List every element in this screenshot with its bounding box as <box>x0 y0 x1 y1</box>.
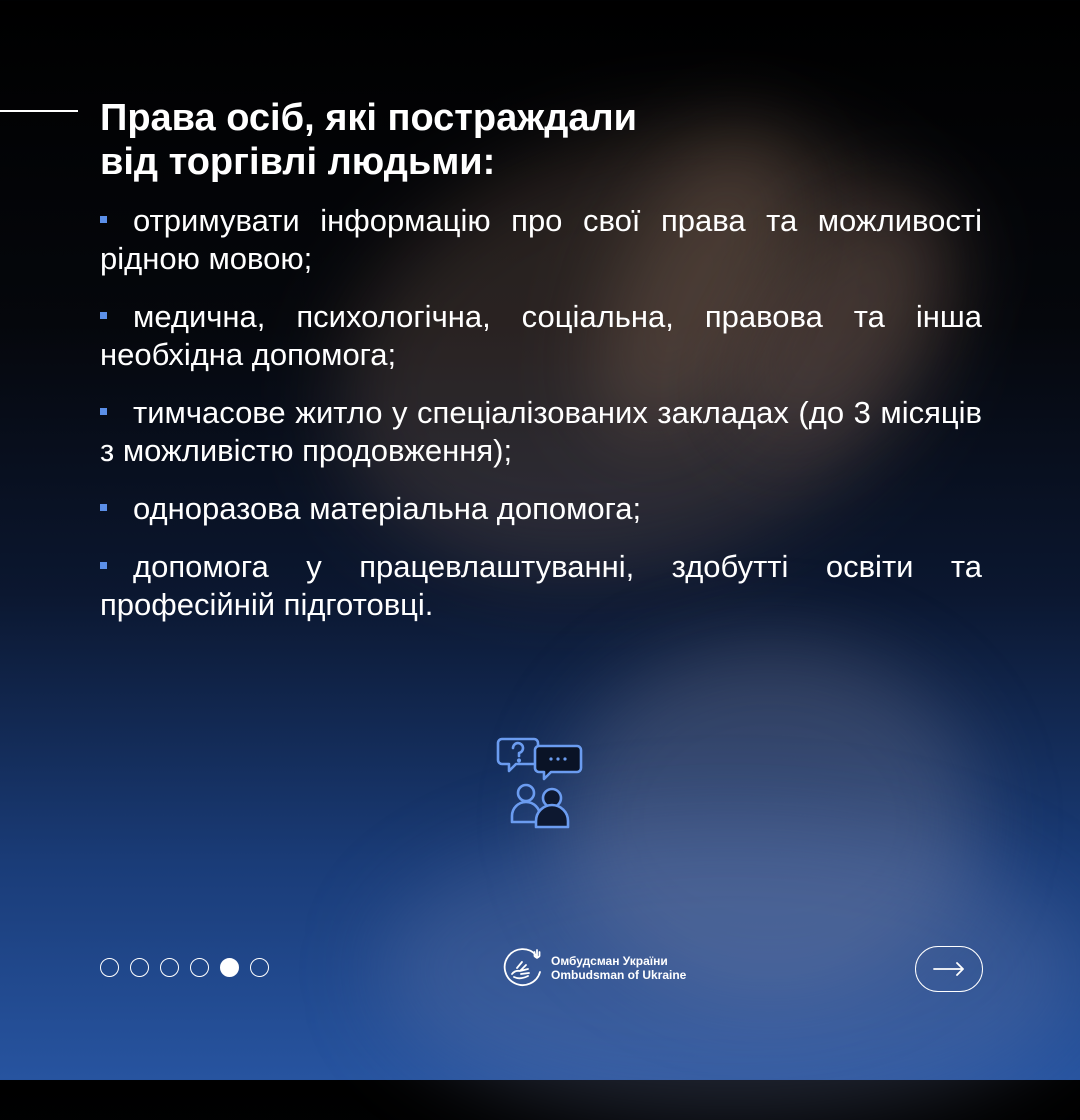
rights-list <box>100 202 982 644</box>
bullet-marker <box>100 562 107 569</box>
rights-list-item <box>100 548 982 624</box>
rights-list-text: отримувати інформацію про свої права та можливості рідною мовою; <box>100 203 982 276</box>
logo-text-english: Ombudsman of Ukraine <box>551 968 687 982</box>
logo-text <box>551 954 686 982</box>
people-chat-icon <box>496 736 584 830</box>
rights-list-item <box>100 298 982 374</box>
bullet-marker <box>100 408 107 415</box>
slide-title-line: від торгівлі людьми: <box>100 141 496 183</box>
bullet-marker <box>100 216 107 223</box>
rights-list-text: допомога у працевлаштуванні, здобутті освіти та професійній підготовці. <box>100 549 982 622</box>
pagination-dot[interactable] <box>250 958 269 977</box>
pagination-dot[interactable] <box>130 958 149 977</box>
logo-text-ukrainian: Омбудсман України <box>551 954 668 968</box>
rights-list-text: медична, психологічна, соціальна, правова та інша необхідна допомога; <box>100 299 982 372</box>
pagination-dots <box>100 958 269 980</box>
next-button[interactable] <box>915 946 983 992</box>
pagination-dot[interactable] <box>100 958 119 977</box>
ombudsman-logo <box>500 946 686 990</box>
rights-list-item <box>100 490 982 528</box>
arrow-right-icon <box>932 962 966 976</box>
ombudsman-hand-logo-icon <box>500 946 544 990</box>
rights-list-text: одноразова матеріальна допомога; <box>133 491 642 526</box>
pagination-dot[interactable] <box>190 958 209 977</box>
bullet-marker <box>100 312 107 319</box>
title-rule <box>0 110 78 112</box>
slide-title-line: Права осіб, які постраждали <box>100 97 637 139</box>
pagination-dot[interactable] <box>160 958 179 977</box>
rights-list-item <box>100 394 982 470</box>
slide-title <box>100 96 800 184</box>
rights-list-text: тимчасове житло у спеціалізованих закладах (до 3 місяців з можливістю продовження); <box>100 395 982 468</box>
bullet-marker <box>100 504 107 511</box>
pagination-dot-active[interactable] <box>220 958 239 977</box>
rights-list-item <box>100 202 982 278</box>
